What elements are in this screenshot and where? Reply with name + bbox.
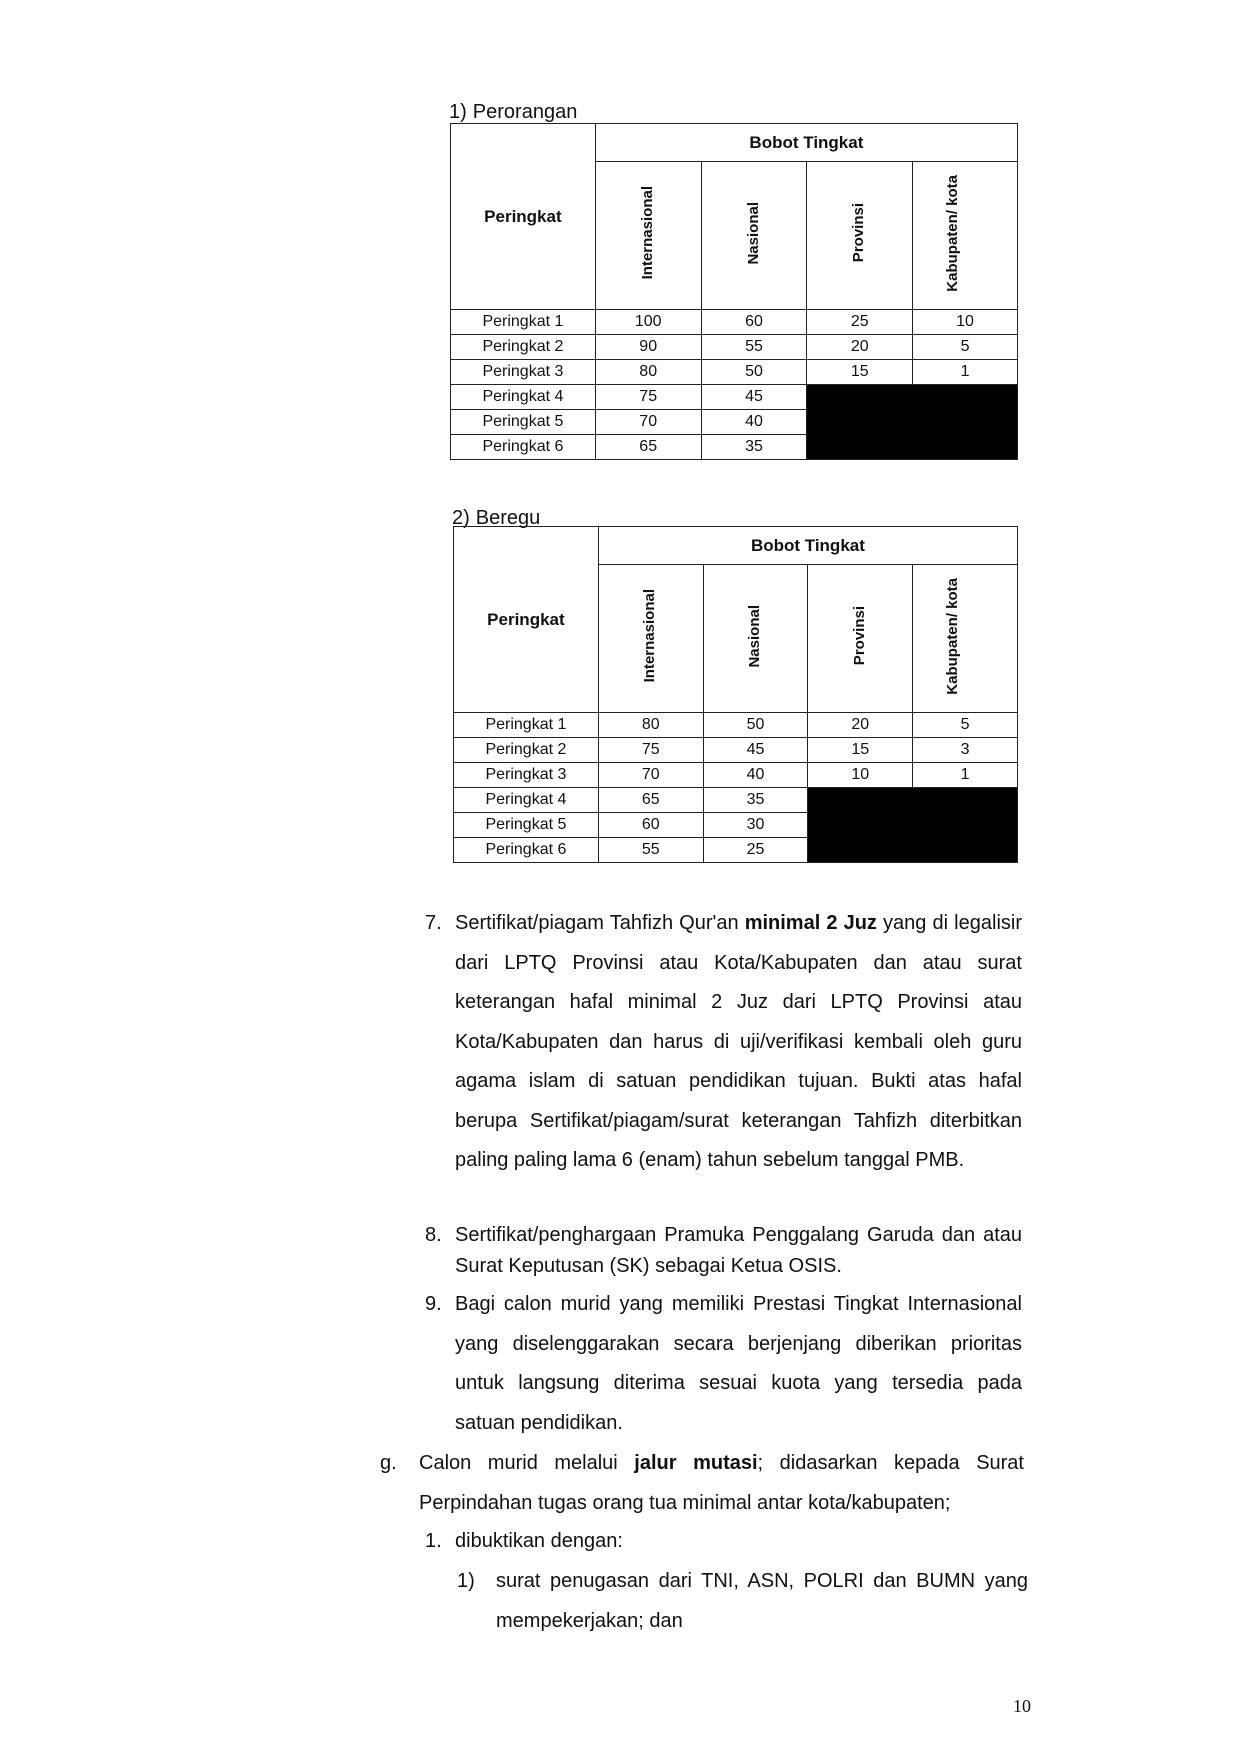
bobot-tingkat-header: Bobot Tingkat bbox=[598, 527, 1017, 565]
table-row bbox=[454, 763, 1018, 788]
cell: 1 bbox=[913, 763, 1018, 788]
cell: 65 bbox=[595, 435, 701, 460]
row-label: Peringkat 2 bbox=[451, 335, 596, 360]
cell: 80 bbox=[595, 360, 701, 385]
table-row bbox=[451, 335, 1018, 360]
cell: 20 bbox=[808, 713, 913, 738]
cell: 5 bbox=[913, 713, 1018, 738]
cell: 70 bbox=[595, 410, 701, 435]
table-row bbox=[451, 310, 1018, 335]
cell: 25 bbox=[807, 310, 913, 335]
table-row bbox=[454, 713, 1018, 738]
item-g-text: Calon murid melalui jalur mutasi; didasarkan kepada Surat Perpindahan tugas orang tua minimal antar kota/kabupaten; bbox=[419, 1452, 1024, 1514]
col-kabupaten-kota: Kabupaten/ kota bbox=[913, 162, 1018, 310]
cell: 30 bbox=[703, 813, 808, 838]
cell: 40 bbox=[701, 410, 807, 435]
cell: 35 bbox=[701, 435, 807, 460]
table-perorangan-label bbox=[449, 101, 577, 124]
col-internasional: Internasional bbox=[598, 565, 703, 713]
item-9-text: Bagi calon murid yang memiliki Prestasi Tingkat Internasional yang diselenggarakan secara berjenjang diberikan prioritas untuk langsung diterima sesuai kuota yang tersedia pada satuan pendidikan. bbox=[455, 1293, 1022, 1434]
row-label: Peringkat 6 bbox=[451, 435, 596, 460]
item-g-letter: g. bbox=[380, 1452, 397, 1474]
cell: 20 bbox=[807, 335, 913, 360]
cell: 100 bbox=[595, 310, 701, 335]
cell: 65 bbox=[598, 788, 703, 813]
col-provinsi: Provinsi bbox=[808, 565, 913, 713]
table-perorangan-title: Perorangan bbox=[472, 101, 578, 123]
cell: 50 bbox=[701, 360, 807, 385]
item-7-text: Sertifikat/piagam Tahfizh Qur'an minimal 2 Juz yang di legalisir dari LPTQ Provinsi atau Kota/Kabupaten dan atau surat keterangan hafal minimal 2 Juz dari LPTQ Provinsi atau Kota/Kabupaten dan harus di uji/verifikasi kembali oleh guru agama islam di satuan pendidikan tujuan. Bukti atas hafal berupa Sertifikat/piagam/surat keterangan Tahfizh diterbitkan paling paling lama 6 (enam) tahun sebelum tanggal PMB. bbox=[455, 912, 1022, 1171]
cell: 45 bbox=[703, 738, 808, 763]
cell: 60 bbox=[701, 310, 807, 335]
row-label: Peringkat 3 bbox=[451, 360, 596, 385]
col-nasional: Nasional bbox=[701, 162, 807, 310]
col-kabupaten-kota: Kabupaten/ kota bbox=[913, 565, 1018, 713]
cell: 60 bbox=[598, 813, 703, 838]
row-label: Peringkat 4 bbox=[451, 385, 596, 410]
cell: 15 bbox=[808, 738, 913, 763]
peringkat-header: Peringkat bbox=[451, 124, 596, 310]
table-beregu-number: 2) bbox=[452, 507, 470, 529]
table-beregu bbox=[453, 526, 1018, 863]
cell: 90 bbox=[595, 335, 701, 360]
cell: 1 bbox=[913, 360, 1018, 385]
cell: 10 bbox=[913, 310, 1018, 335]
table-row bbox=[451, 360, 1018, 385]
row-label: Peringkat 4 bbox=[454, 788, 599, 813]
cell: 70 bbox=[598, 763, 703, 788]
page-number: 10 bbox=[1013, 1696, 1031, 1716]
sub-1-number: 1. bbox=[425, 1530, 442, 1552]
sub-1-1-text: surat penugasan dari TNI, ASN, POLRI dan BUMN yang mempekerjakan; dan bbox=[496, 1570, 1028, 1632]
peringkat-header: Peringkat bbox=[454, 527, 599, 713]
item-7-bold: minimal 2 Juz bbox=[744, 912, 877, 934]
table-row bbox=[454, 738, 1018, 763]
row-label: Peringkat 6 bbox=[454, 838, 599, 863]
cell: 75 bbox=[595, 385, 701, 410]
row-label: Peringkat 5 bbox=[451, 410, 596, 435]
row-label: Peringkat 2 bbox=[454, 738, 599, 763]
blacked-out-cells bbox=[807, 385, 1018, 460]
bobot-tingkat-header: Bobot Tingkat bbox=[595, 124, 1017, 162]
cell: 15 bbox=[807, 360, 913, 385]
item-8-text: Sertifikat/penghargaan Pramuka Penggalang Garuda dan atau Surat Keputusan (SK) sebagai Ketua OSIS. bbox=[455, 1224, 1022, 1277]
item-g-bold: jalur mutasi bbox=[634, 1452, 758, 1474]
item-9-number: 9. bbox=[425, 1293, 442, 1315]
sub-1-text: dibuktikan dengan: bbox=[455, 1530, 623, 1552]
cell: 3 bbox=[913, 738, 1018, 763]
cell: 55 bbox=[598, 838, 703, 863]
cell: 50 bbox=[703, 713, 808, 738]
cell: 5 bbox=[913, 335, 1018, 360]
cell: 25 bbox=[703, 838, 808, 863]
row-label: Peringkat 3 bbox=[454, 763, 599, 788]
table-row bbox=[454, 788, 1018, 813]
cell: 45 bbox=[701, 385, 807, 410]
cell: 80 bbox=[598, 713, 703, 738]
sub-1-1-number: 1) bbox=[457, 1570, 475, 1592]
cell: 40 bbox=[703, 763, 808, 788]
row-label: Peringkat 5 bbox=[454, 813, 599, 838]
cell: 75 bbox=[598, 738, 703, 763]
item-8-number: 8. bbox=[425, 1224, 442, 1246]
item-7-number: 7. bbox=[425, 912, 442, 934]
row-label: Peringkat 1 bbox=[451, 310, 596, 335]
col-provinsi: Provinsi bbox=[807, 162, 913, 310]
table-row bbox=[451, 385, 1018, 410]
cell: 35 bbox=[703, 788, 808, 813]
table-perorangan-number: 1) bbox=[449, 101, 467, 123]
blacked-out-cells bbox=[808, 788, 1018, 863]
col-internasional: Internasional bbox=[595, 162, 701, 310]
row-label: Peringkat 1 bbox=[454, 713, 599, 738]
cell: 10 bbox=[808, 763, 913, 788]
cell: 55 bbox=[701, 335, 807, 360]
table-perorangan bbox=[450, 123, 1018, 460]
col-nasional: Nasional bbox=[703, 565, 808, 713]
table-beregu-title: Beregu bbox=[475, 507, 541, 529]
